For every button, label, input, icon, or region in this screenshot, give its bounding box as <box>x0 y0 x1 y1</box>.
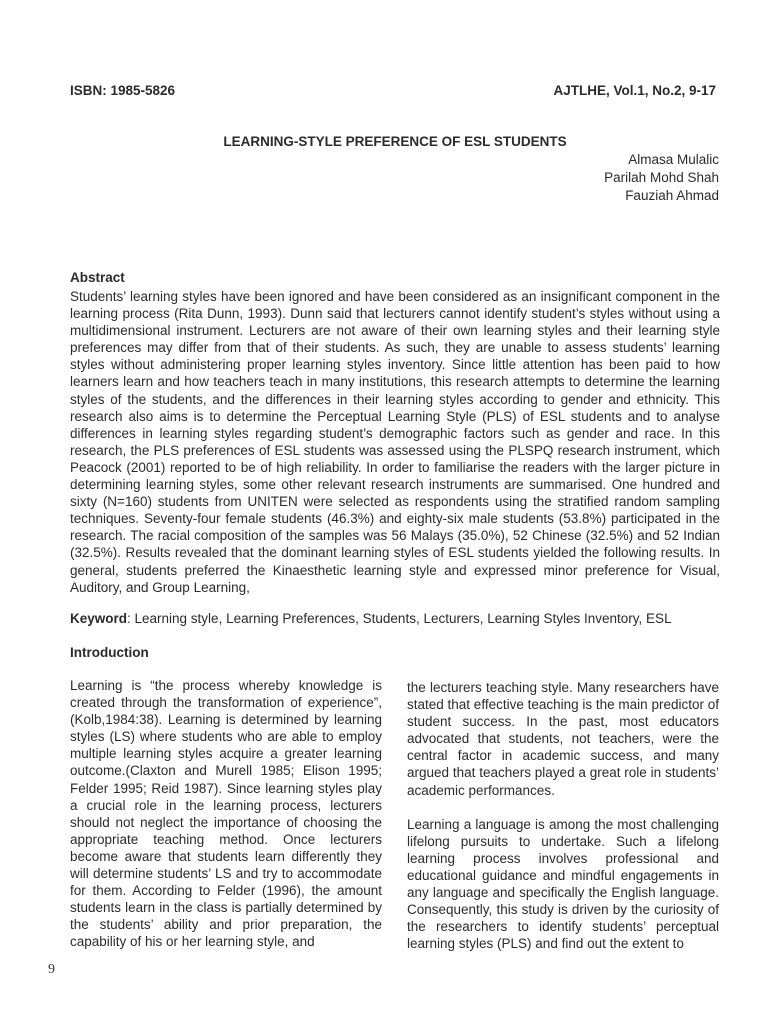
paragraph: the lecturers teaching style. Many researchers have stated that effective teaching is the main predictor of student success. In the past, most educators advocated that students, not teachers, were the central factor in academic success, and many argued that teachers played a great role in students’ academic performances. <box>407 680 719 798</box>
author-list <box>604 151 719 205</box>
abstract-heading: Abstract <box>70 270 125 285</box>
author-name: Parilah Mohd Shah <box>604 170 719 185</box>
body-column-left <box>70 677 382 951</box>
author-name: Almasa Mulalic <box>628 152 719 167</box>
paper-title: LEARNING-STYLE PREFERENCE OF ESL STUDENTS <box>223 134 567 149</box>
keyword-line <box>70 610 720 627</box>
introduction-heading: Introduction <box>70 645 149 660</box>
running-header <box>70 83 716 101</box>
body-column-right <box>407 679 719 952</box>
isbn-label: ISBN: 1985-5826 <box>70 83 176 98</box>
page-number: 9 <box>48 962 55 977</box>
paragraph: Learning is “the process whereby knowledge is created through the transformation of experience”, (Kolb,1984:38). Learning is determined by learning styles (LS) where students who are able to employ multiple learning styles acquire a greater learning outcome.(Claxton and Murell 1985; Elison 1995; Felder 1995; Reid 1987). Since learning styles play a crucial role in the learning process, lecturers should not neglect the importance of choosing the appropriate teaching method. Once lecturers become aware that students learn differently they will determine students’ LS and try to accommodate for them. According to Felder (1996), the amount students learn in the class is partially determined by the students’ ability and prior preparation, the capability of his or her learning style, and <box>70 678 382 950</box>
paragraph: Learning a language is among the most challenging lifelong pursuits to undertake. Such a lifelong learning process involves professional and educational guidance and mindful engagements in any language and specifically the English language. Consequently, this study is driven by the curiosity of the researchers to identify students’ perceptual learning styles (PLS) and find out the extent to <box>407 816 719 952</box>
keyword-label: Keyword <box>70 611 128 626</box>
author-name: Fauziah Ahmad <box>625 188 719 203</box>
abstract-body: Students’ learning styles have been ignored and have been considered as an insignificant component in the learning process (Rita Dunn, 1993). Dunn said that lecturers cannot identify student’s styles without using a multidimensional instrument. Lecturers are not aware of their own learning styles and their learning style preferences may differ from that of their students. As such, they are unable to assess students’ learning styles without administering proper learning styles inventory. Since little attention has been paid to how learners learn and how teachers teach in many institutions, this research attempts to determine the learning styles of the students, and the differences in their learning styles according to gender and ethnicity. This research also aims is to determine the Perceptual Learning Style (PLS) of ESL students and to analyse differences in learning styles regarding student’s demographic factors such as gender and race. In this research, the PLS preferences of ESL students was assessed using the PLSPQ research instrument, which Peacock (2001) reported to be of high reliability. In order to familiarise the readers with the larger picture in determining learning styles, some other relevant research instruments are summarised. One hundred and sixty (N=160) students from UNITEN were selected as respondents using the stratified random sampling techniques. Seventy-four female students (46.3%) and eighty-six male students (53.8%) participated in the research. The racial composition of the samples was 56 Malays (35.0%), 52 Chinese (32.5%) and 52 Indian (32.5%). Results revealed that the dominant learning styles of ESL students yielded the following results. In general, students preferred the Kinaesthetic learning style and expressed minor preference for Visual, Auditory, and Group Learning, <box>70 289 720 595</box>
keyword-text: : Learning style, Learning Preferences, Students, Lecturers, Learning Styles Inventory, ESL <box>127 611 672 626</box>
journal-citation: AJTLHE, Vol.1, No.2, 9-17 <box>553 83 716 98</box>
